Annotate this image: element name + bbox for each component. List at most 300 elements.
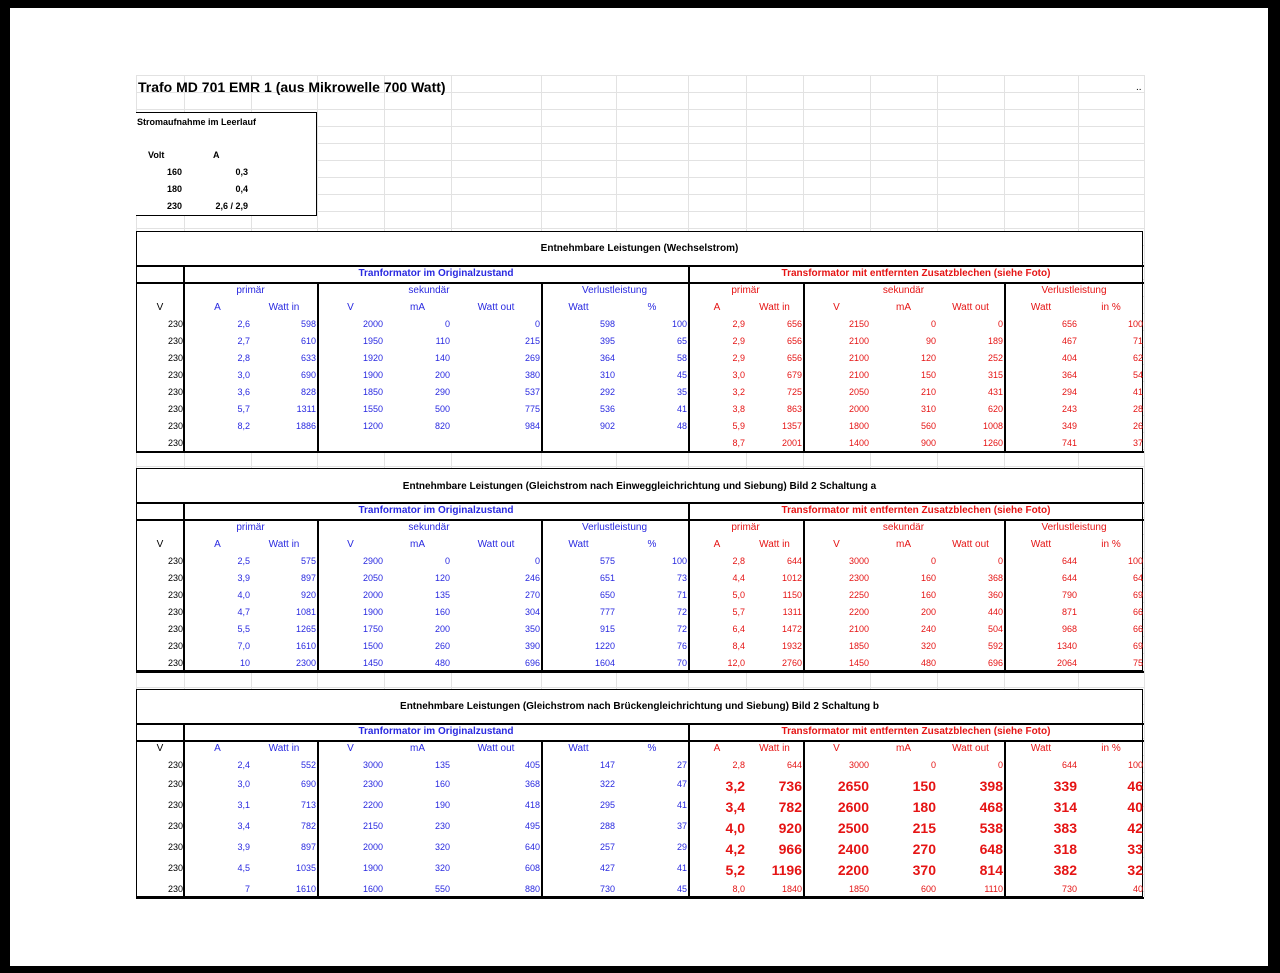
header-original: Tranformator im Originalzustand xyxy=(358,505,514,516)
table-cell: 180 xyxy=(912,799,936,815)
table-cell: 318 xyxy=(1053,841,1077,857)
table-cell: 70 xyxy=(676,658,687,668)
table-cell: 5,5 xyxy=(237,624,250,634)
table-cell: 2100 xyxy=(848,353,869,363)
table-cell: 360 xyxy=(987,590,1003,600)
table-cell: 3,0 xyxy=(237,370,250,380)
idle-volt: 160 xyxy=(166,167,182,177)
table-title: Entnehmbare Leistungen (Wechselstrom) xyxy=(540,243,739,254)
table-cell: 5,0 xyxy=(732,590,745,600)
table-cell: 42 xyxy=(1127,820,1143,836)
table-cell: 777 xyxy=(599,607,615,617)
table-cell: 782 xyxy=(778,799,802,815)
table-cell: 54 xyxy=(1132,370,1143,380)
table-cell: 4,2 xyxy=(725,841,745,857)
table-cell: 480 xyxy=(434,658,450,668)
header-verlust: Verlustleistung xyxy=(1041,285,1107,296)
table-cell: 2000 xyxy=(848,404,869,414)
table-cell: 644 xyxy=(786,760,802,770)
column-header: Watt in xyxy=(268,302,300,313)
table-cell: 537 xyxy=(524,387,540,397)
table-cell: 5,2 xyxy=(725,862,745,878)
table-cell: 644 xyxy=(786,556,802,566)
idle-volt: 180 xyxy=(166,184,182,194)
table-cell: 75 xyxy=(1132,658,1143,668)
column-header: V xyxy=(833,302,840,313)
header-modified: Transformator mit entfernten Zusatzblechen (siehe Foto) xyxy=(781,726,1051,737)
table-cell: 600 xyxy=(920,884,936,894)
table-cell: 230 xyxy=(167,800,183,810)
table-cell: 1035 xyxy=(295,863,316,873)
column-header: mA xyxy=(410,539,425,550)
table-cell: 656 xyxy=(786,336,802,346)
table-cell: 1081 xyxy=(295,607,316,617)
column-header: Watt in xyxy=(759,743,790,754)
rule-v xyxy=(1004,282,1006,452)
table-cell: 395 xyxy=(599,336,615,346)
column-header: Watt out xyxy=(952,539,989,550)
column-header: V xyxy=(833,539,840,550)
table-cell: 100 xyxy=(671,319,687,329)
table-cell: 820 xyxy=(434,421,450,431)
table-cell: 1950 xyxy=(362,336,383,346)
rule-h xyxy=(136,723,1144,725)
rule-v xyxy=(1004,740,1006,898)
rule-v xyxy=(803,282,805,452)
column-header: Watt xyxy=(568,743,589,754)
table-cell: 1220 xyxy=(594,641,615,651)
table-cell: 1900 xyxy=(362,863,383,873)
table-cell: 1900 xyxy=(362,607,383,617)
spreadsheet xyxy=(10,8,1268,966)
table-cell: 644 xyxy=(1061,760,1077,770)
table-cell: 1604 xyxy=(594,658,615,668)
header-primar: primär xyxy=(731,285,760,296)
table-cell: 0 xyxy=(930,556,936,566)
table-cell: 28 xyxy=(1132,404,1143,414)
column-header: Watt in xyxy=(268,743,300,754)
table-cell: 920 xyxy=(778,820,802,836)
table-cell: 230 xyxy=(167,319,183,329)
table-cell: 0 xyxy=(534,556,540,566)
table-cell: 915 xyxy=(599,624,615,634)
table-cell: 100 xyxy=(1127,556,1143,566)
table-cell: 782 xyxy=(300,821,316,831)
header-original: Tranformator im Originalzustand xyxy=(358,726,514,737)
rule-v xyxy=(541,519,543,672)
table-cell: 2500 xyxy=(837,820,869,836)
idle-volt: 230 xyxy=(166,201,182,211)
table-cell: 71 xyxy=(1132,336,1143,346)
table-cell: 110 xyxy=(435,336,450,346)
table-cell: 902 xyxy=(599,421,615,431)
table-cell: 0 xyxy=(444,556,450,566)
table-cell: 230 xyxy=(167,624,183,634)
table-cell: 5,9 xyxy=(732,421,745,431)
rule-v xyxy=(317,740,319,898)
table-cell: 368 xyxy=(987,573,1003,583)
table-cell: 1150 xyxy=(782,590,802,600)
table-cell: 725 xyxy=(786,387,802,397)
column-header: mA xyxy=(410,743,425,754)
idle-col-volt: Volt xyxy=(148,150,165,160)
table-cell: 100 xyxy=(1127,760,1143,770)
table-cell: 404 xyxy=(1061,353,1077,363)
table-cell: 230 xyxy=(167,556,183,566)
table-cell: 150 xyxy=(920,370,936,380)
rule-h xyxy=(136,671,1144,673)
table-cell: 4,7 xyxy=(237,607,250,617)
table-cell: 741 xyxy=(1061,438,1077,448)
table-cell: 690 xyxy=(300,370,316,380)
table-cell: 33 xyxy=(1127,841,1143,857)
table-cell: 656 xyxy=(1061,319,1077,329)
table-cell: 3,0 xyxy=(732,370,745,380)
table-cell: 3,4 xyxy=(725,799,745,815)
table-cell: 405 xyxy=(524,760,540,770)
table-cell: 2,9 xyxy=(732,336,745,346)
table-cell: 0 xyxy=(997,760,1003,770)
column-header: A xyxy=(214,539,221,550)
table-cell: 230 xyxy=(167,779,183,789)
table-cell: 620 xyxy=(987,404,1003,414)
table-cell: 32 xyxy=(1127,862,1143,878)
table-cell: 3,2 xyxy=(725,778,745,794)
table-cell: 270 xyxy=(524,590,540,600)
header-primar: primär xyxy=(236,285,265,296)
column-header: % xyxy=(647,302,657,313)
table-cell: 314 xyxy=(1053,799,1077,815)
table-cell: 160 xyxy=(434,607,450,617)
table-cell: 920 xyxy=(300,590,316,600)
table-cell: 880 xyxy=(524,884,540,894)
column-header: Watt out xyxy=(477,743,515,754)
idle-col-amp: A xyxy=(213,150,220,160)
table-cell: 6,4 xyxy=(732,624,745,634)
table-cell: 633 xyxy=(300,353,316,363)
table-cell: 1750 xyxy=(362,624,383,634)
table-cell: 863 xyxy=(786,404,802,414)
table-cell: 230 xyxy=(167,438,183,448)
column-header: in % xyxy=(1101,302,1121,313)
table-cell: 2600 xyxy=(837,799,869,815)
table-cell: 2400 xyxy=(837,841,869,857)
table-cell: 8,2 xyxy=(237,421,250,431)
table-cell: 339 xyxy=(1053,778,1077,794)
table-cell: 3,4 xyxy=(237,821,250,831)
column-header: V xyxy=(347,539,354,550)
table-cell: 3000 xyxy=(362,760,383,770)
table-cell: 2100 xyxy=(848,336,869,346)
table-cell: 62 xyxy=(1132,353,1143,363)
table-cell: 215 xyxy=(524,336,540,346)
table-cell: 2,5 xyxy=(237,556,250,566)
rule-v xyxy=(183,723,185,898)
header-modified: Transformator mit entfernten Zusatzblechen (siehe Foto) xyxy=(781,505,1051,516)
table-cell: 2050 xyxy=(848,387,869,397)
table-cell: 41 xyxy=(676,800,687,810)
table-cell: 730 xyxy=(599,884,615,894)
table-cell: 27 xyxy=(676,760,687,770)
table-cell: 4,0 xyxy=(725,820,745,836)
table-cell: 135 xyxy=(434,590,450,600)
table-cell: 73 xyxy=(676,573,687,583)
table-cell: 656 xyxy=(786,353,802,363)
table-cell: 304 xyxy=(524,607,540,617)
table-cell: 100 xyxy=(1127,319,1143,329)
table-cell: 380 xyxy=(524,370,540,380)
table-cell: 2000 xyxy=(362,842,383,852)
table-cell: 90 xyxy=(925,336,936,346)
rule-h xyxy=(136,519,1144,521)
column-header: V xyxy=(156,539,164,550)
table-cell: 210 xyxy=(920,387,936,397)
table-cell: 696 xyxy=(987,658,1003,668)
rule-v xyxy=(688,265,690,452)
table-cell: 230 xyxy=(167,863,183,873)
table-cell: 0 xyxy=(444,319,450,329)
table-cell: 0 xyxy=(997,319,1003,329)
table-cell: 644 xyxy=(1061,573,1077,583)
column-header: V xyxy=(833,743,840,754)
table-cell: 41 xyxy=(1132,387,1143,397)
table-cell: 550 xyxy=(434,884,450,894)
table-cell: 828 xyxy=(300,387,316,397)
table-cell: 2,9 xyxy=(732,319,745,329)
table-cell: 46 xyxy=(1127,778,1143,794)
rule-h xyxy=(136,502,1144,504)
table-cell: 3,1 xyxy=(237,800,250,810)
table-cell: 230 xyxy=(167,573,183,583)
table-cell: 2,8 xyxy=(732,760,745,770)
column-header: V xyxy=(156,302,164,313)
table-cell: 71 xyxy=(676,590,687,600)
rule-h xyxy=(136,265,1144,267)
table-cell: 592 xyxy=(987,641,1003,651)
table-cell: 2000 xyxy=(362,590,383,600)
table-cell: 713 xyxy=(300,800,316,810)
table-cell: 368 xyxy=(524,779,540,789)
table-cell: 8,4 xyxy=(732,641,745,651)
table-cell: 320 xyxy=(434,842,450,852)
table-cell: 290 xyxy=(434,387,450,397)
column-header: in % xyxy=(1101,539,1121,550)
column-header: Watt out xyxy=(477,302,515,313)
column-header: V xyxy=(156,743,164,754)
table-cell: 984 xyxy=(524,421,540,431)
table-cell: 2,7 xyxy=(237,336,250,346)
column-header: Watt out xyxy=(477,539,515,550)
table-cell: 640 xyxy=(524,842,540,852)
table-cell: 3,2 xyxy=(732,387,745,397)
table-cell: 2001 xyxy=(781,438,802,448)
table-cell: 322 xyxy=(599,779,615,789)
table-title: Entnehmbare Leistungen (Gleichstrom nach Einweggleichrichtung und Siebung) Bild 2 Schaltung a xyxy=(402,481,877,492)
table-cell: 35 xyxy=(676,387,687,397)
table-cell: 2,6 xyxy=(237,319,250,329)
table-cell: 1311 xyxy=(782,607,802,617)
table-cell: 2100 xyxy=(848,624,869,634)
table-cell: 1932 xyxy=(781,641,802,651)
column-header: A xyxy=(214,302,221,313)
table-cell: 37 xyxy=(1132,438,1143,448)
rule-v xyxy=(183,502,185,672)
table-cell: 5,7 xyxy=(237,404,250,414)
table-cell: 47 xyxy=(676,779,687,789)
table-cell: 69 xyxy=(1132,590,1143,600)
table-cell: 72 xyxy=(676,607,687,617)
table-cell: 370 xyxy=(912,862,936,878)
table-cell: 790 xyxy=(1061,590,1077,600)
table-cell: 775 xyxy=(524,404,540,414)
idle-amp: 0,3 xyxy=(235,167,248,177)
table-cell: 243 xyxy=(1061,404,1077,414)
column-header: % xyxy=(647,743,657,754)
header-sekundar: sekundär xyxy=(882,285,925,296)
table-cell: 3000 xyxy=(848,556,869,566)
table-cell: 1886 xyxy=(295,421,316,431)
table-cell: 736 xyxy=(778,778,802,794)
table-cell: 252 xyxy=(987,353,1003,363)
table-cell: 230 xyxy=(167,590,183,600)
table-cell: 230 xyxy=(167,842,183,852)
table-cell: 2250 xyxy=(848,590,869,600)
table-cell: 69 xyxy=(1132,641,1143,651)
rule-v xyxy=(183,265,185,452)
table-cell: 897 xyxy=(300,842,316,852)
table-cell: 608 xyxy=(524,863,540,873)
rule-v xyxy=(541,740,543,898)
table-cell: 7,0 xyxy=(237,641,250,651)
table-cell: 230 xyxy=(167,421,183,431)
table-cell: 690 xyxy=(300,779,316,789)
table-cell: 504 xyxy=(987,624,1003,634)
header-sekundar: sekundär xyxy=(408,522,450,533)
table-cell: 4,4 xyxy=(732,573,745,583)
table-cell: 76 xyxy=(676,641,687,651)
column-header: A xyxy=(214,743,221,754)
table-cell: 2150 xyxy=(362,821,383,831)
table-cell: 29 xyxy=(676,842,687,852)
table-cell: 2200 xyxy=(837,862,869,878)
column-header: A xyxy=(713,539,721,550)
table-cell: 2650 xyxy=(837,778,869,794)
table-cell: 100 xyxy=(671,556,687,566)
table-cell: 1450 xyxy=(848,658,869,668)
header-verlust: Verlustleistung xyxy=(1041,522,1107,533)
table-cell: 3,9 xyxy=(237,842,250,852)
table-cell: 1200 xyxy=(362,421,383,431)
table-cell: 3,6 xyxy=(237,387,250,397)
table-cell: 320 xyxy=(434,863,450,873)
table-cell: 2300 xyxy=(848,573,869,583)
column-header: Watt xyxy=(1030,539,1052,550)
table-cell: 8,0 xyxy=(732,884,745,894)
corner-mark: .. xyxy=(1136,82,1142,93)
table-cell: 1800 xyxy=(848,421,869,431)
table-cell: 310 xyxy=(920,404,936,414)
column-header: mA xyxy=(896,302,911,313)
table-cell: 41 xyxy=(676,863,687,873)
column-header: Watt out xyxy=(952,743,989,754)
table-cell: 814 xyxy=(979,862,1003,878)
table-cell: 41 xyxy=(676,404,687,414)
table-cell: 26 xyxy=(1132,421,1143,431)
table-cell: 2100 xyxy=(848,370,869,380)
table-cell: 37 xyxy=(676,821,687,831)
table-cell: 7 xyxy=(244,884,250,894)
table-cell: 2064 xyxy=(1056,658,1077,668)
table-cell: 257 xyxy=(599,842,615,852)
table-cell: 45 xyxy=(676,884,687,894)
table-cell: 230 xyxy=(167,607,183,617)
table-cell: 1260 xyxy=(982,438,1003,448)
table-cell: 1008 xyxy=(982,421,1003,431)
table-cell: 648 xyxy=(979,841,1003,857)
table-cell: 897 xyxy=(300,573,316,583)
table-title: Entnehmbare Leistungen (Gleichstrom nach Brückengleichrichtung und Siebung) Bild 2 Schaltung b xyxy=(400,701,879,712)
table-cell: 230 xyxy=(167,821,183,831)
column-header: A xyxy=(713,743,721,754)
table-cell: 200 xyxy=(434,370,450,380)
column-header: in % xyxy=(1101,743,1121,754)
rule-v xyxy=(541,282,543,452)
table-cell: 650 xyxy=(599,590,615,600)
table-cell: 230 xyxy=(167,370,183,380)
table-cell: 295 xyxy=(599,800,615,810)
table-cell: 48 xyxy=(676,421,687,431)
sheet-title: Trafo MD 701 EMR 1 (aus Mikrowelle 700 Watt) xyxy=(138,79,446,95)
column-header: Watt in xyxy=(759,302,790,313)
table-cell: 230 xyxy=(167,884,183,894)
table-cell: 427 xyxy=(599,863,615,873)
table-cell: 270 xyxy=(912,841,936,857)
table-cell: 72 xyxy=(676,624,687,634)
column-header: Watt xyxy=(1030,302,1052,313)
header-sekundar: sekundär xyxy=(408,285,450,296)
column-header: Watt in xyxy=(759,539,790,550)
header-modified: Transformator mit entfernten Zusatzblechen (siehe Foto) xyxy=(781,268,1051,279)
table-cell: 160 xyxy=(434,779,450,789)
rule-h xyxy=(136,282,1144,284)
table-cell: 66 xyxy=(1132,624,1143,634)
table-cell: 1340 xyxy=(1056,641,1077,651)
table-cell: 2300 xyxy=(362,779,383,789)
table-cell: 2,4 xyxy=(237,760,250,770)
table-cell: 12,0 xyxy=(727,658,745,668)
table-cell: 871 xyxy=(1061,607,1077,617)
table-cell: 0 xyxy=(930,319,936,329)
table-cell: 269 xyxy=(524,353,540,363)
table-cell: 575 xyxy=(300,556,316,566)
table-cell: 495 xyxy=(524,821,540,831)
table-cell: 2760 xyxy=(781,658,802,668)
table-cell: 2900 xyxy=(362,556,383,566)
table-cell: 2300 xyxy=(295,658,316,668)
table-cell: 230 xyxy=(167,641,183,651)
column-header: mA xyxy=(896,743,911,754)
table-cell: 500 xyxy=(434,404,450,414)
table-cell: 1012 xyxy=(781,573,802,583)
table-cell: 294 xyxy=(1061,387,1077,397)
table-cell: 140 xyxy=(434,353,450,363)
table-cell: 560 xyxy=(920,421,936,431)
table-cell: 45 xyxy=(676,370,687,380)
table-cell: 200 xyxy=(434,624,450,634)
table-cell: 383 xyxy=(1053,820,1077,836)
table-cell: 1357 xyxy=(781,421,802,431)
table-cell: 40 xyxy=(1127,799,1143,815)
